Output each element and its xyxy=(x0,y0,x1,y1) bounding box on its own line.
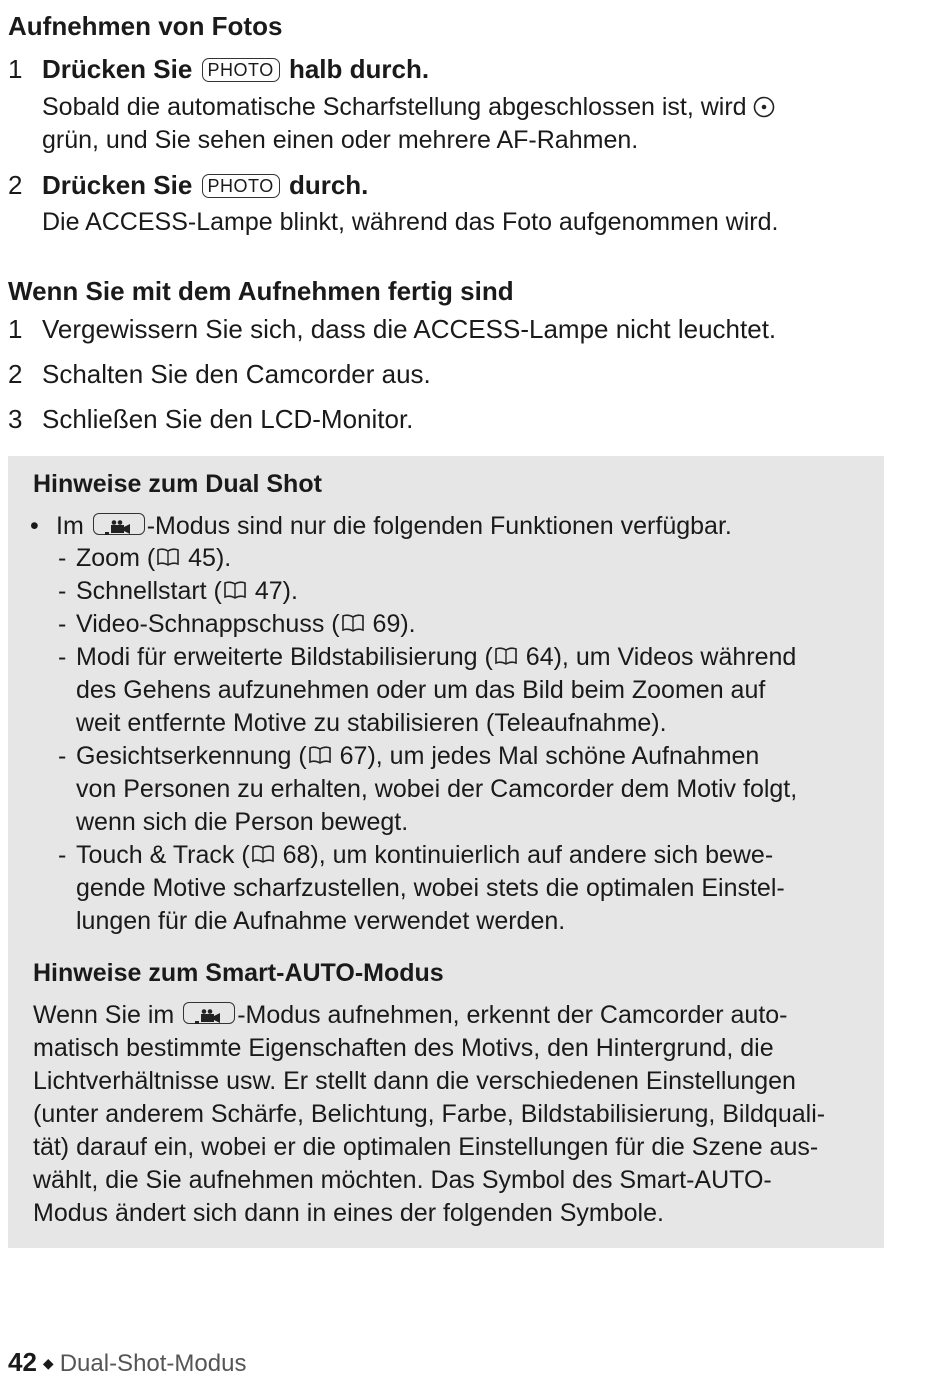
list-item: Schalten Sie den Camcorder aus. xyxy=(42,359,431,389)
paragraph-line: tät) darauf ein, wobei er die optimalen Einstellungen für die Szene aus- xyxy=(33,1133,819,1161)
step-heading xyxy=(42,170,368,200)
paragraph-line: (unter anderem Schärfe, Belichtung, Farbe, Bildstabilisierung, Bildquali- xyxy=(33,1100,826,1128)
photo-key-label: PHOTO xyxy=(202,174,280,198)
step-body xyxy=(42,92,775,122)
af-indicator-icon xyxy=(753,95,775,117)
bullet: • xyxy=(30,512,39,540)
dash: - xyxy=(58,841,67,869)
bullet-text xyxy=(56,511,732,541)
list-item-cont: weit entfernte Motive zu stabilisieren (Teleaufnahme). xyxy=(76,709,667,737)
notes-box xyxy=(8,456,884,1248)
list-item xyxy=(76,543,231,573)
step-number: 2 xyxy=(8,170,23,200)
list-item-cont: wenn sich die Person bewegt. xyxy=(76,808,409,836)
list-item-cont: gende Motive scharfzustellen, wobei stets die optimalen Einstel- xyxy=(76,874,785,902)
paragraph-line xyxy=(33,1000,788,1030)
item-text: Modi für erweiterte Bildstabilisierung ( xyxy=(76,643,493,671)
page-ref: 68), um kontinuierlich auf andere sich bewe- xyxy=(282,841,774,869)
item-text: Gesichtserkennung ( xyxy=(76,742,307,770)
page-number: 42 xyxy=(8,1347,37,1377)
footer-section-name: Dual-Shot-Modus xyxy=(59,1350,247,1377)
book-reference-icon xyxy=(156,547,180,567)
page-ref: 47). xyxy=(254,577,298,605)
dual-shot-mode-icon xyxy=(93,513,145,535)
item-text: Touch & Track ( xyxy=(76,841,250,869)
list-item xyxy=(76,840,773,870)
section-title-finish: Wenn Sie mit dem Aufnehmen fertig sind xyxy=(8,276,514,306)
list-item xyxy=(76,609,416,639)
notes-title-smart-auto: Hinweise zum Smart-AUTO-Modus xyxy=(33,959,444,987)
step-text: Drücken Sie xyxy=(42,170,193,200)
page-ref: 67), um jedes Mal schöne Aufnahmen xyxy=(339,742,760,770)
item-text: Schnellstart ( xyxy=(76,577,222,605)
dual-shot-mode-icon xyxy=(183,1002,235,1024)
dash: - xyxy=(58,544,67,572)
para-text: -Modus aufnehmen, erkennt der Camcorder auto- xyxy=(237,1001,788,1029)
notes-title-dual-shot: Hinweise zum Dual Shot xyxy=(33,470,322,498)
item-text: Video-Schnappschuss ( xyxy=(76,610,340,638)
note-text: Im xyxy=(56,512,84,540)
list-number: 2 xyxy=(8,359,23,389)
para-text: Wenn Sie im xyxy=(33,1001,175,1029)
paragraph-line: matisch bestimmte Eigenschaften des Motivs, den Hintergrund, die xyxy=(33,1034,774,1062)
list-item-cont: des Gehens aufzunehmen oder um das Bild beim Zoomen auf xyxy=(76,676,766,704)
book-reference-icon xyxy=(341,613,365,633)
paragraph-line: Modus ändert sich dann in eines der folgenden Symbole. xyxy=(33,1199,664,1227)
step-body: Die ACCESS-Lampe blinkt, während das Foto aufgenommen wird. xyxy=(42,208,779,236)
page-ref: 45). xyxy=(188,544,232,572)
list-item: Schließen Sie den LCD-Monitor. xyxy=(42,404,414,434)
list-item xyxy=(76,642,796,672)
book-reference-icon xyxy=(223,580,247,600)
section-title-photos: Aufnehmen von Fotos xyxy=(8,11,283,41)
list-item xyxy=(76,741,759,771)
book-reference-icon xyxy=(308,745,332,765)
note-text: -Modus sind nur die folgenden Funktionen verfügbar. xyxy=(146,512,732,540)
page-ref: 69). xyxy=(372,610,416,638)
list-number: 3 xyxy=(8,404,23,434)
book-reference-icon xyxy=(494,646,518,666)
list-item: Vergewissern Sie sich, dass die ACCESS-Lampe nicht leuchtet. xyxy=(42,314,777,344)
list-item-cont: lungen für die Aufnahme verwendet werden. xyxy=(76,907,566,935)
step-text: Drücken Sie xyxy=(42,54,193,84)
step-text: halb durch. xyxy=(288,54,430,84)
page-ref: 64), um Videos während xyxy=(525,643,797,671)
step-text: durch. xyxy=(288,170,369,200)
page-footer xyxy=(8,1345,246,1383)
book-reference-icon xyxy=(251,844,275,864)
paragraph-line: Lichtverhältnisse usw. Er stellt dann die verschiedenen Einstellungen xyxy=(33,1067,796,1095)
dash: - xyxy=(58,643,67,671)
item-text: Zoom ( xyxy=(76,544,156,572)
paragraph-line: wählt, die Sie aufnehmen möchten. Das Symbol des Smart-AUTO- xyxy=(33,1166,772,1194)
step-body-text: Sobald die automatische Scharfstellung abgeschlossen ist, wird xyxy=(42,93,747,121)
list-number: 1 xyxy=(8,314,23,344)
step-number: 1 xyxy=(8,54,23,84)
dash: - xyxy=(58,742,67,770)
list-item xyxy=(76,576,298,606)
dash: - xyxy=(58,610,67,638)
photo-key-label: PHOTO xyxy=(202,58,280,82)
step-heading xyxy=(42,54,429,84)
step-body: grün, und Sie sehen einen oder mehrere AF-Rahmen. xyxy=(42,126,639,154)
list-item-cont: von Personen zu erhalten, wobei der Camcorder dem Motiv folgt, xyxy=(76,775,798,803)
dash: - xyxy=(58,577,67,605)
diamond-separator-icon: ◆ xyxy=(42,1355,54,1371)
